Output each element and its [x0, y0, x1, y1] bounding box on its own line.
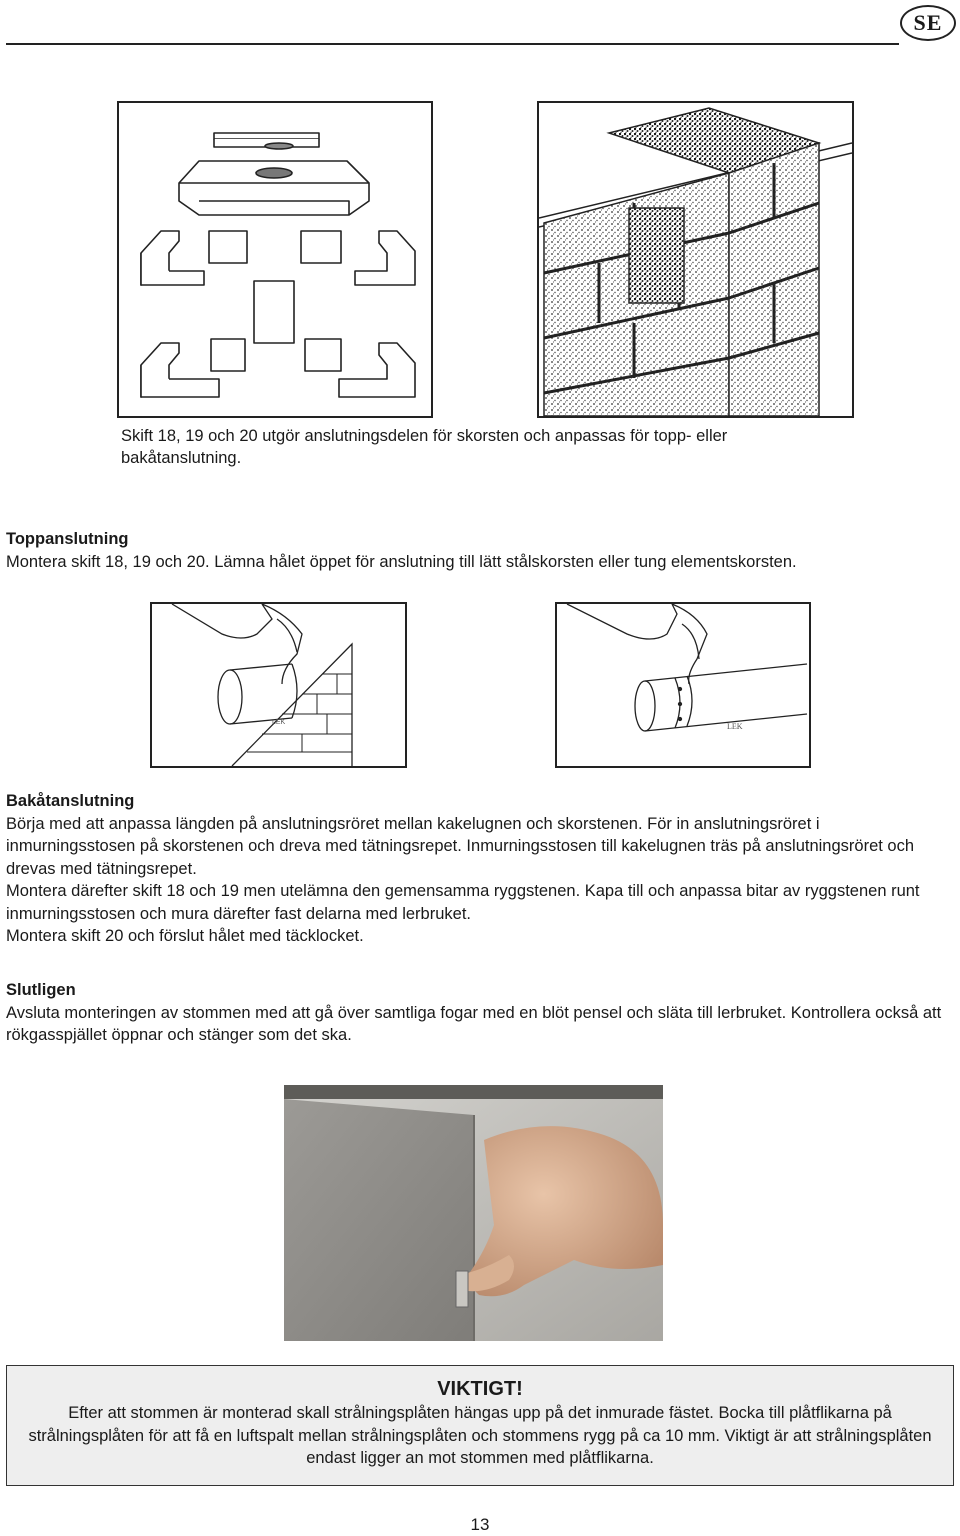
radiation-plate-photo — [284, 1085, 663, 1341]
figure-exploded-blocks — [117, 101, 433, 418]
photo-radiation-plate — [284, 1085, 663, 1341]
chimney-illustration — [539, 103, 852, 416]
section-heading: Bakåtanslutning — [6, 792, 135, 810]
language-badge: SE — [900, 5, 956, 41]
important-text: Efter att stommen är monterad skall strålningsplåten hängas upp på det inmurade fästet. Bocka till plåtflikarna på strålningsplåten för att få en luftspalt mellan strålningsplåten och stommens rygg på ca 10 mm. Viktigt är att strålningsplåten endast ligger an mot stommen med plåtflikarna. — [28, 1404, 932, 1467]
exploded-blocks-illustration — [119, 103, 431, 416]
section-slutligen — [6, 979, 952, 1047]
pipe-label-left: LEK — [272, 719, 286, 726]
section-paragraph-3: Montera skift 20 och förslut hålet med täcklocket. — [6, 927, 364, 945]
header-rule — [6, 43, 899, 45]
pipe-label-right: LEK — [727, 722, 743, 731]
pipe-rope-illustration — [557, 604, 809, 766]
important-notice — [6, 1365, 954, 1486]
figure-chimney-top — [537, 101, 854, 418]
section-toppanslutning — [6, 528, 946, 573]
figure1-caption: Skift 18, 19 och 20 utgör anslutningsdelen för skorsten och anpassas för topp- eller bakåtanslutning. — [121, 427, 728, 467]
section-heading: Slutligen — [6, 981, 76, 999]
section-bakatanslutning — [6, 790, 952, 948]
figure-pipe-rope — [555, 602, 811, 768]
figure-pipe-wall — [150, 602, 407, 768]
section-paragraph-2: Montera därefter skift 18 och 19 men utelämna den gemensamma ryggstenen. Kapa till och anpassa bitar av ryggstenen runt inmurningsstosen och mura därefter fast delarna med lerbruket. — [6, 882, 920, 923]
pipe-wall-illustration — [152, 604, 405, 766]
section-heading: Toppanslutning — [6, 530, 129, 548]
important-title: VIKTIGT! — [437, 1378, 523, 1400]
page-number: 13 — [470, 1515, 490, 1534]
section-paragraph-1: Börja med att anpassa längden på anslutningsröret mellan kakelugnen och skorstenen. För in anslutningsröret i inmurningsstosen på skorstenen och dreva med tätningsrepet. Inmurningsstosen till kakelugnen träs på anslutningsröret och drevas med tätningsrepet. — [6, 814, 915, 878]
section-text: Avsluta monteringen av stommen med att gå över samtliga fogar med en blöt pensel och släta till lerbruket. Kontrollera också att rökgasspjället öppnar och stänger som det ska. — [6, 1003, 942, 1044]
section-text: Montera skift 18, 19 och 20. Lämna hålet öppet för anslutning till lätt stålskorsten eller tung elementskorsten. — [6, 552, 797, 571]
